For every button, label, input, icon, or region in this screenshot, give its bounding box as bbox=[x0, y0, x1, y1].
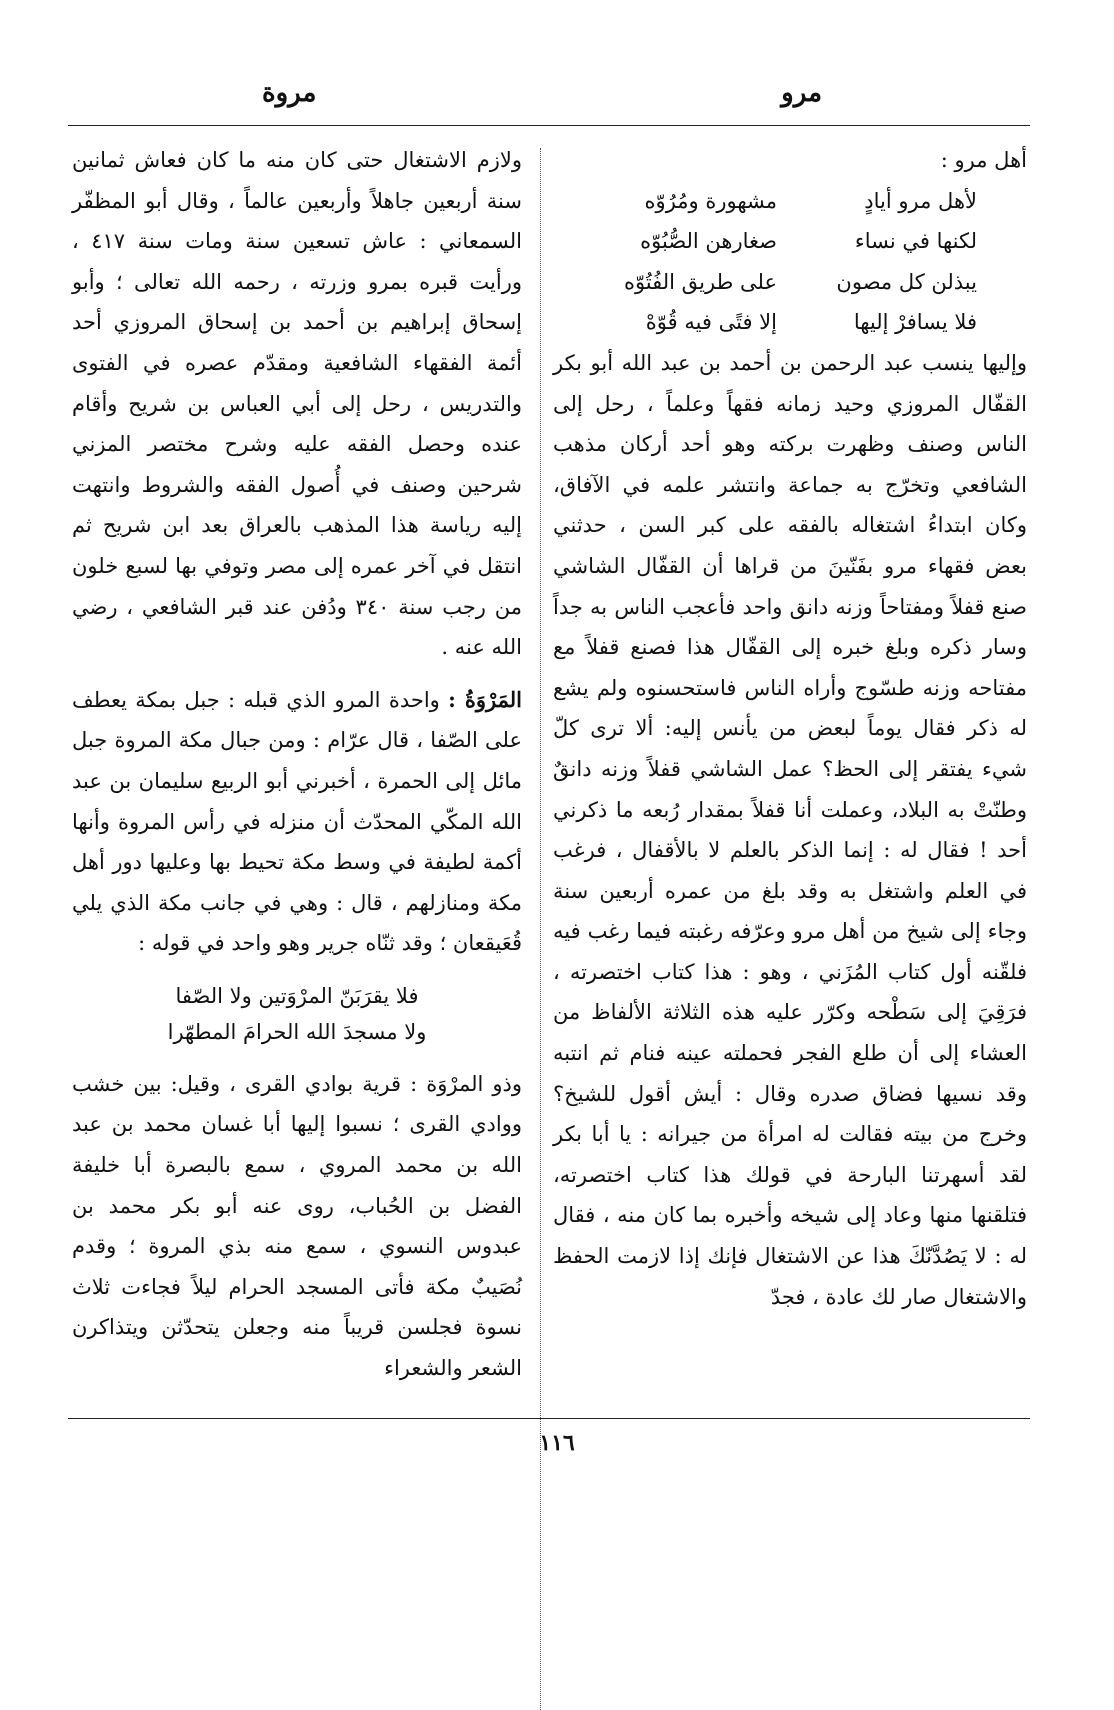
body-paragraph: وإليها ينسب عبد الرحمن بن أحمد بن عبد الله أبو بكر القفّال المروزي وحيد زمانه فقهاً وعلماً ، رحل إلى الناس وصنف وظهرت بركته وهو أحد أركان مذهب الشافعي وتخرّج به جماعة وانتشر علمه في الآفاق، وكان ابتداءُ اشتغاله بالفقه على كبر السن ، حدثني بعض فقهاء مرو بفَنّينَ من قراها أن القفّال الشاشي صنع قفلاً ومفتاحاً وزنه دانق واحد فأعجب الناس به جداً وسار ذكره وبلغ خبره إلى القفّال هذا فصنع قفلاً مع مفتاحه وزنه طسّوج وأراه الناس فاستحسنوه ولم يشع له ذكر فقال يوماً لبعض من يأنس إليه: ألا ترى كلّ شيء يفتقر إلى الحظ؟ عمل الشاشي قفلاً وزنه دانقٌ وطنّتْ به البلاد، وعملت أنا قفلاً بمقدار رُبعه ما ذكرني أحد ! فقال له : إنما الذكر بالعلم لا بالأقفال ، فرغب في العلم واشتغل به وقد بلغ من عمره أربعين سنة وجاء إلى شيخ من أهل مرو وعرّفه رغبته فيما رغب فيه فلقّنه أول كتاب المُزَني ، وهو : هذا كتاب اختصرته ، فرَقِيَ إلى سَطْحه وكرّر عليه هذه الثلاثة الألفاظ من العشاء إلى أن طلع الفجر فحملته عينه فنام ثم انتبه وقد نسيها فضاق صدره وقال : أيش أقول للشيخ؟ وخرج من بيته فقالت له امرأة من جيرانه : يا أبا بكر لقد أسهرتنا البارحة في قولك هذا كتاب اختصرته، فتلقنها منها وعاد إلى شيخه وأخبره بما كان منه ، فقال له : لا يَصُدَّنّكَ هذا عن الاشتغال فإنك إذا لازمت الحفظ والاشتغال صار لك عادة ، فجدّ bbox=[553, 350, 1027, 1309]
poem-hemistich: صغارهن الصُّبُوّه bbox=[640, 229, 777, 254]
running-header-left: مروة bbox=[262, 78, 317, 108]
poem-intro: أهل مرو : bbox=[940, 148, 1027, 172]
poem-hemistich: فلا يسافرْ إليها bbox=[853, 310, 977, 335]
poem-line bbox=[553, 181, 1027, 222]
right-column bbox=[553, 140, 1027, 1317]
poem-hemistich: مشهورة ومُرُوّه bbox=[644, 188, 777, 213]
verse bbox=[72, 978, 522, 1050]
poem-line bbox=[553, 262, 1027, 303]
verse-line: فلا يقرَبَنّ المرْوَتين ولا الصّفا bbox=[175, 983, 419, 1008]
poem-line bbox=[553, 302, 1027, 343]
entry-text: واحدة المرو الذي قبله : جبل بمكة يعطف على الصّفا ، قال عرّام : ومن جبال مكة المروة جبل مائل إلى الحمرة ، أخبرني أبو الربيع سليمان بن عبد الله المكّي المحدّث أن منزله في رأس المروة وأنها أكمة لطيفة في وسط مكة تحيط بها وعليها دور أهل مكة ومنازلهم ، قال : وهي في جانب مكة الذي يلي قُعَيقعان ؛ وقد ثنّاه جرير وهو واحد في قوله : bbox=[72, 687, 522, 956]
header-rule bbox=[68, 125, 1030, 126]
page-number: ١١٦ bbox=[539, 1430, 575, 1456]
body-paragraph: وذو المرْوَة : قرية بوادي القرى ، وقيل: بين خشب ووادي القرى ؛ نسبوا إليها أبا غسان محمد بن عبد الله بن محمد المروي ، سمع بالبصرة أبا خليفة الفضل بن الحُباب، روى عنه أبو بكر محمد بن عبدوس النسوي ، سمع منه بذي المروة ؛ وقدم نُصَيبٌ مكة فأتى المسجد الحرام ليلاً فجاءت ثلاث نسوة فجلسن قريباً منه وجعلن يتحدّثن ويتذاكرن الشعر والشعراء bbox=[72, 1071, 522, 1381]
entry-headword: المَرْوَةُ : bbox=[448, 686, 522, 712]
poem-hemistich: لأهل مرو أيادٍ bbox=[864, 188, 977, 213]
verse-line: ولا مسجدَ الله الحرامَ المطهّرا bbox=[167, 1019, 427, 1044]
poem-hemistich: على طريق الفُتُوّه bbox=[623, 269, 777, 294]
poem-line bbox=[553, 221, 1027, 262]
left-column bbox=[72, 140, 522, 1389]
entry-paragraph bbox=[72, 680, 522, 964]
poem-hemistich: إلا فتًى فيه قُوّهْ bbox=[645, 310, 777, 335]
footer-rule bbox=[68, 1418, 1030, 1419]
column-divider bbox=[540, 148, 541, 1710]
poem bbox=[553, 181, 1027, 343]
body-paragraph: ولازم الاشتغال حتى كان منه ما كان فعاش ثمانين سنة أربعين جاهلاً وأربعين عالماً ، وقال أبو المظفّر السمعاني : عاش تسعين سنة ومات سنة ٤١٧ ، ورأيت قبره بمرو وزرته ، رحمه الله تعالى ؛ وأبو إسحاق إبراهيم بن أحمد بن إسحاق المروزي أحد أئمة الفقهاء الشافعية ومقدّم عصره في الفتوى والتدريس ، رحل إلى أبي العباس بن شريح وأقام عنده وحصل الفقه عليه وشرح مختصر المزني شرحين وصنف في أُصول الفقه والشروط وانتهت إليه رياسة هذا المذهب بالعراق بعد ابن شريح ثم انتقل في آخر عمره إلى مصر وتوفي بها لسبع خلون من رجب سنة ٣٤٠ ودُفن عند قبر الشافعي ، رضي الله عنه . bbox=[72, 148, 522, 660]
running-header-right: مرو bbox=[781, 78, 822, 108]
poem-hemistich: يبذلن كل مصون bbox=[836, 269, 977, 294]
poem-hemistich: لكنها في نساء bbox=[854, 229, 977, 254]
